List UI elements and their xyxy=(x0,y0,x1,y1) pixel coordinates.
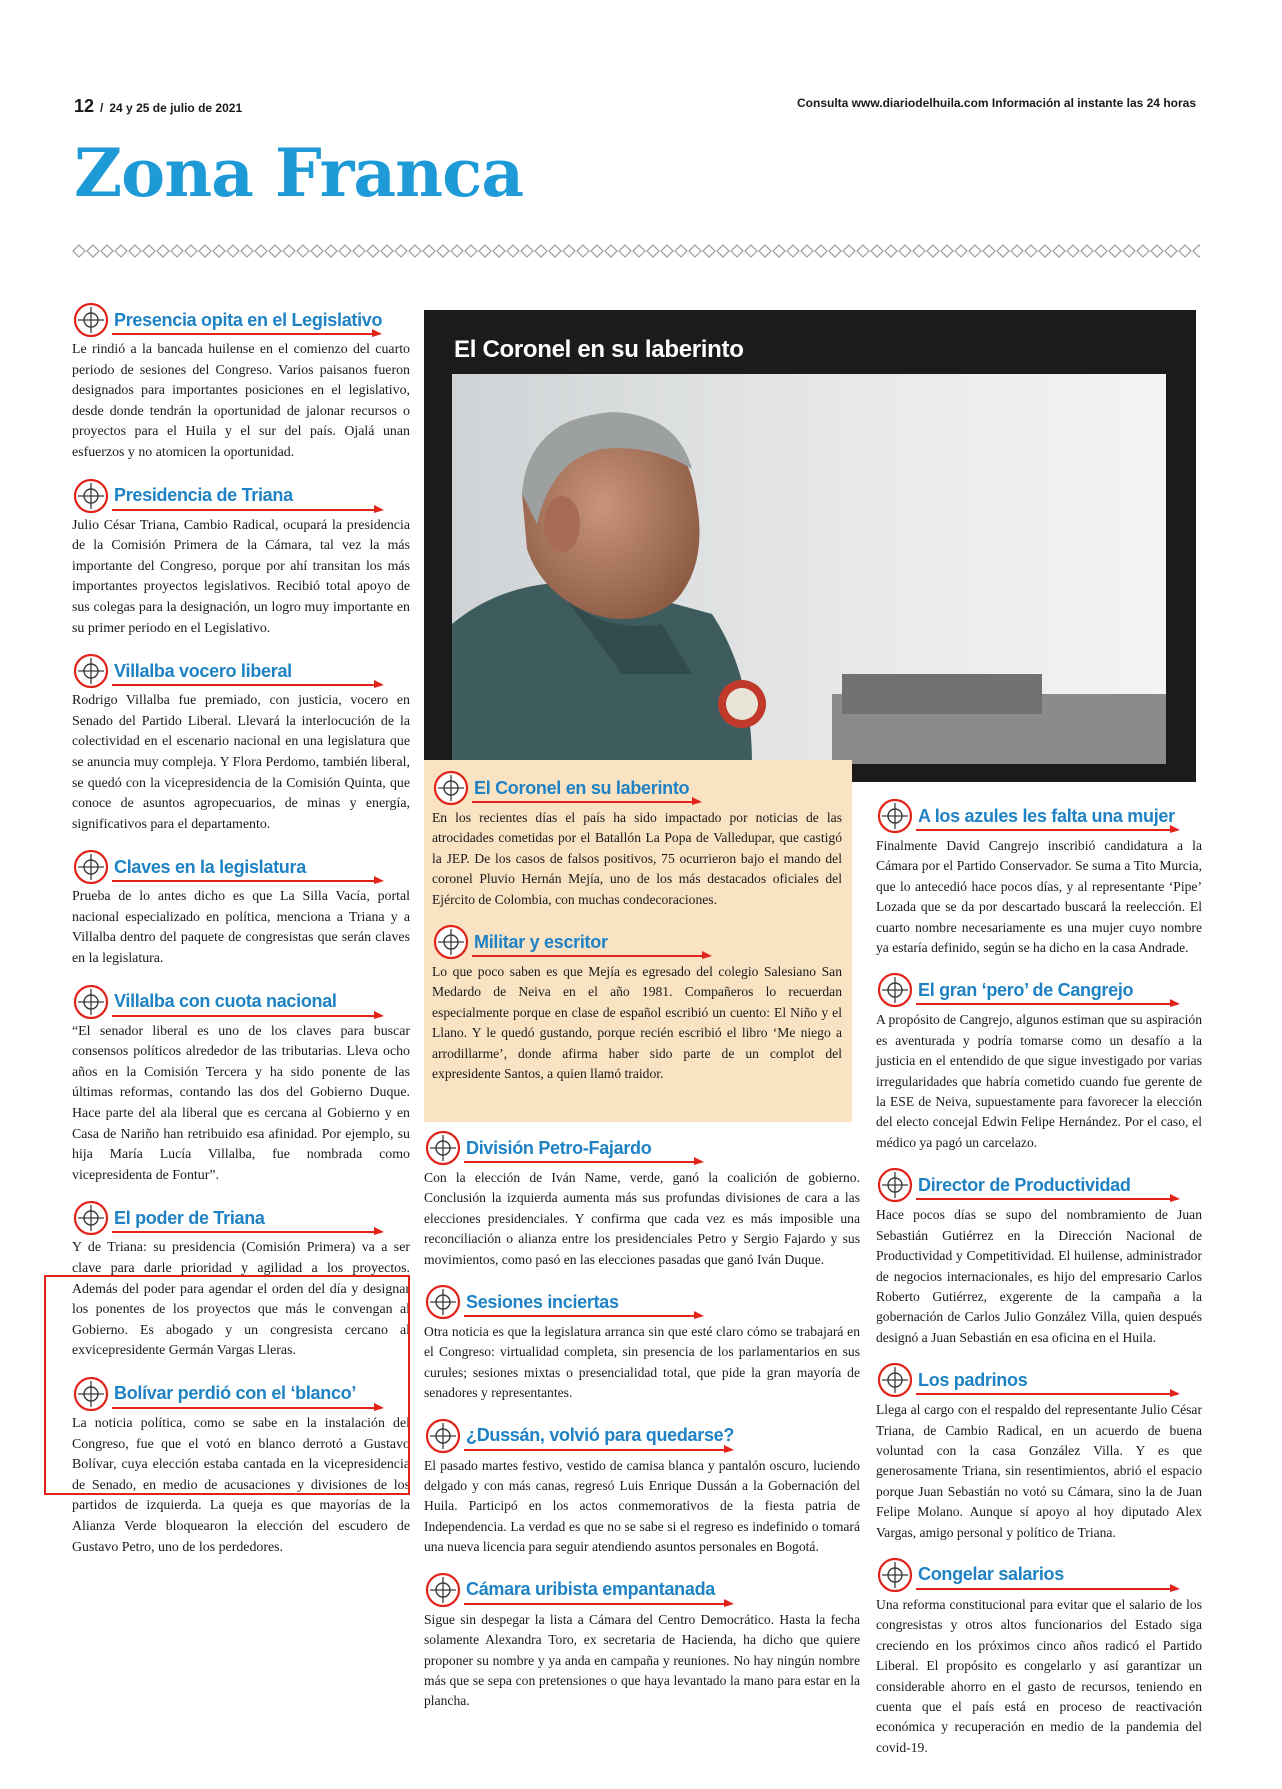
arrow-icon xyxy=(112,504,384,514)
article-body: “El senador liberal es uno de los claves para buscar consensos políticos alrededor de las tributarias. Lleva ocho años en la Comisión Tercera y ha sido ponente de las últimas reformas, contando las dos del Gobierno Duque. Hace parte del ala liberal que es cercana al Gobierno y en Casa de Nariño han retribuido esa afinidad. Por ejemplo, su hija María Lucía Villalba, fue nombrada como vicepresidenta de Fontur”. xyxy=(72,1023,410,1183)
middle-column xyxy=(424,1128,860,1724)
article-item xyxy=(72,847,410,969)
crosshair-icon xyxy=(72,652,110,690)
beige-feature-box xyxy=(424,760,852,1122)
article-heading: Villalba vocero liberal xyxy=(114,660,292,681)
photo-title: El Coronel en su laberinto xyxy=(454,336,744,363)
arrow-icon xyxy=(112,1226,384,1236)
article-body: Le rindió a la bancada huilense en el comienzo del cuarto periodo de sesiones del Congreso. Varios paisanos fueron designados para importantes posiciones en el legislativo, desde donde tendrán la oportunidad de jalonar recursos o proyectos para el Huila y el sur del país. Ojalá unan esfuerzos y no atomicen la oportunidad. xyxy=(72,342,410,460)
article-item xyxy=(876,970,1202,1153)
decorative-diamond-rule xyxy=(72,244,1200,258)
arrow-icon xyxy=(112,875,384,885)
arrow-icon xyxy=(464,1444,734,1454)
arrow-icon xyxy=(464,1598,734,1608)
arrow-icon xyxy=(916,1193,1180,1203)
article-item xyxy=(424,1282,860,1404)
article-heading: Militar y escritor xyxy=(474,931,608,952)
article-body: Otra noticia es que la legislatura arranca sin que esté claro cómo se trabajará en el Congreso: virtualidad completa, sin presencia de los parlamentarios en sus curules; sesiones mixtas o presencialidad total, que pide la gran mayoría de senadores y representantes. xyxy=(424,1324,860,1401)
arrow-icon xyxy=(916,1388,1180,1398)
article-heading: El Coronel en su laberinto xyxy=(474,777,690,798)
article-heading: Sesiones inciertas xyxy=(466,1291,619,1312)
article-heading: Villalba con cuota nacional xyxy=(114,991,337,1012)
article-body: Lo que poco saben es que Mejía es egresado del colegio Salesiano San Medardo de Neiva en el año 1981. Compañeros lo recuerdan especialmente porque en clase de español escribió un cuento: El Niño y el Llano. Y le quedó gustando, porque recién escribió el libro ‘Me niego a arrodillarme’, donde afirma haber sido parte de un complot del expresidente Santos, a quien llamó traidor. xyxy=(432,964,842,1082)
article-body: Hace pocos días se supo del nombramiento de Juan Sebastián Gutiérrez en la Dirección Nacional de Productividad y Competitividad. El huilense, administrador de negocios internacionales, es hijo del empresario Carlos Roberto Gutiérrez, exgerente de la campaña a la gobernación de Carlos Julio González Villa, quien después designó a Juan Sebastián en esa oficina en el Huila. xyxy=(876,1207,1202,1345)
crosshair-icon xyxy=(424,1417,462,1455)
article-body: En los recientes días el país ha sido impactado por noticias de las atrocidades cometidas por el Batallón La Popa de Valledupar, que castigó la JEP. De los casos de falsos positivos, 75 ocurrieron bajo el mando del coronel Pluvio Hernán Mejía, uno de los más destacados oficiales del Ejército de Colombia, con muchas condecoraciones. xyxy=(432,810,842,907)
header-tagline: Consulta www.diariodelhuila.com Información al instante las 24 horas xyxy=(797,96,1196,110)
arrow-icon xyxy=(112,328,382,338)
article-body: Una reforma constitucional para evitar que el salario de los congresistas y otros altos funcionarios del Estado siga creciendo en los próximos cinco años radicó el Partido Liberal. El propósito es congelarlo y así garantizar un considerable ahorro en el gasto de recursos, teniendo en cuenta que el país está en proceso de reactivación económica y recuperación en medio de la pandemia del covid-19. xyxy=(876,1596,1202,1755)
article-item xyxy=(72,982,410,1187)
article-item xyxy=(72,651,410,835)
crosshair-icon xyxy=(72,477,110,515)
arrow-icon xyxy=(112,1010,384,1020)
article-heading: Congelar salarios xyxy=(918,1564,1064,1585)
article-body: Rodrigo Villalba fue premiado, con justicia, vocero en Senado del Partido Liberal. Llevará la interlocución de la colectividad en el escenario nacional en una legislatura que se anuncia muy compleja. Y Flora Perdomo, también liberal, se quedó con la vicepresidencia de la Comisión Quinta, que conoce de asuntos agropecuarios, de minas y energía, significativos para el departamento. xyxy=(72,693,410,832)
article-item xyxy=(72,476,410,640)
article-heading: El poder de Triana xyxy=(114,1207,265,1228)
crosshair-icon xyxy=(432,769,470,807)
article-body: A propósito de Cangrejo, algunos estiman que su aspiración es aventurada y podría tomarse como un desafío a la justicia en el entendido de que sigue investigado por varias irregularidades que habría cometido cuando fue gerente de la ESE de Neiva, supuestamente para favorecer la elección del electo concejal Edwin Felipe Hernández. Por el caso, el médico ya pagó un carcelazo. xyxy=(876,1012,1202,1150)
article-item xyxy=(432,922,842,1084)
article-heading: Claves en la legislatura xyxy=(114,856,306,877)
section-title: Zona Franca xyxy=(74,134,524,212)
article-heading: Bolívar perdió con el ‘blanco’ xyxy=(114,1383,357,1404)
article-heading: Presencia opita en el Legislativo xyxy=(114,309,383,330)
article-item xyxy=(432,768,842,910)
crosshair-icon xyxy=(72,983,110,1021)
issue-date: 24 y 25 de julio de 2021 xyxy=(109,101,243,115)
crosshair-icon xyxy=(876,1166,914,1204)
article-heading: Cámara uribista empantanada xyxy=(466,1579,715,1600)
article-body: Llega al cargo con el respaldo del representante Julio César Triana, de Cambio Radical, en un acuerdo de buena voluntad con la casa González Villa. Y es que generosamente Triana, sin resentimientos, abrió el espacio porque Juan Sebastián no votó su Cámara, sino la de Juan Felipe Molano. Aunque sí apoyo al hoy diputado Alex Vargas, amigo personal y político de Triana. xyxy=(876,1402,1202,1540)
arrow-icon xyxy=(916,1583,1180,1593)
article-body: Sigue sin despegar la lista a Cámara del Centro Democrático. Hasta la fecha solamente Alexandra Toro, ex secretaria de Hacienda, ha dicho que quiere proponer su nombre y ya anda en campaña y reuniones. No hay ningún nombre más que se sepa con pretensiones o que haya levantado la mano para estar en la plancha. xyxy=(424,1611,860,1709)
crosshair-icon xyxy=(876,971,914,1009)
crosshair-icon xyxy=(876,797,914,835)
article-body: El pasado martes festivo, vestido de camisa blanca y pantalón oscuro, luciendo delgado y con más canas, regresó Luis Enrique Dussán a la Gobernación del Huila. Participó en los actos conmemorativos de la fiesta patria de Independencia. La verdad es que no se sabe si el regreso es indefinido o tomará una nueva licencia para seguir atendiendo asuntos personales en Bogotá. xyxy=(424,1457,860,1555)
article-item xyxy=(424,1128,860,1270)
article-body: Y de Triana: su presidencia (Comisión Primera) va a ser clave para darle prioridad y agilidad a los proyectos. Además del poder para agendar el orden del día y designar los ponentes de los proyectos que más le convengan al Gobierno. Es abogado y un congresista cercano al exvicepresidente Germán Vargas Lleras. xyxy=(72,1240,410,1359)
page-header-left xyxy=(74,96,242,117)
article-heading: Los padrinos xyxy=(918,1369,1028,1390)
arrow-icon xyxy=(112,679,384,689)
article-item xyxy=(424,1570,860,1712)
crosshair-icon xyxy=(424,1283,462,1321)
article-heading: El gran ‘pero’ de Cangrejo xyxy=(918,979,1134,1000)
article-item xyxy=(424,1416,860,1558)
crosshair-icon xyxy=(432,923,470,961)
crosshair-icon xyxy=(424,1571,462,1609)
featured-photo-box xyxy=(424,310,1196,782)
article-body: La noticia política, como se sabe en la instalación del Congreso, fue que el votó en blanco derrotó a Gustavo Bolívar, cuya elección estaba cantada en la vicepresidencia de Senado, en medio de acusaciones y divisiones de los partidos de izquierda. La queja es que mayorías de la Alianza Verde bloquearon la elección del escudero de Gustavo Petro, uno de los perdedores. xyxy=(72,1415,410,1555)
article-heading: ¿Dussán, volvió para quedarse? xyxy=(466,1425,735,1446)
red-highlight-frame xyxy=(44,1275,410,1495)
arrow-icon xyxy=(916,998,1180,1008)
crosshair-icon xyxy=(72,848,110,886)
article-item xyxy=(876,1360,1202,1543)
article-body: Finalmente David Cangrejo inscribió candidatura a la Cámara por el Partido Conservador. Se suma a Tito Murcia, que lo antecedió hace pocos días, y al representante ‘Pipe’ Lozada que se da por descartado buscará la reelección. El cuarto nombre necesariamente es una mujer cuyo nombre ya estaría definido, según se ha dicho en la casa Andrade. xyxy=(876,838,1202,956)
article-item xyxy=(876,1165,1202,1348)
article-item xyxy=(72,300,410,464)
arrow-icon xyxy=(464,1310,704,1320)
arrow-icon xyxy=(472,796,702,806)
right-column xyxy=(876,796,1202,1770)
colonel-photo xyxy=(452,374,1166,764)
article-heading: Presidencia de Triana xyxy=(114,485,293,506)
crosshair-icon xyxy=(876,1556,914,1594)
article-body: Con la elección de Iván Name, verde, ganó la coalición de gobierno. Conclusión la izquierda aumenta más sus profundas divisiones de cara a las elecciones presidenciales. Y confirma que cada vez es más imposible una reconciliación o alianza entre los presidenciales Petro y Sergio Fajardo y sus movimientos, como pasó en las elecciones pasadas que ganó Iván Duque. xyxy=(424,1170,860,1267)
arrow-icon xyxy=(916,824,1180,834)
page-number: 12 xyxy=(74,96,95,116)
crosshair-icon xyxy=(876,1361,914,1399)
article-heading: A los azules les falta una mujer xyxy=(918,805,1175,826)
article-body: Prueba de lo antes dicho es que La Silla Vacía, portal nacional especializado en política, menciona a Triana y a Villalba dentro del paquete de congresistas que serán claves en la legislatura. xyxy=(72,889,410,967)
arrow-icon xyxy=(472,950,712,960)
article-item xyxy=(876,1555,1202,1758)
arrow-icon xyxy=(464,1156,704,1166)
crosshair-icon xyxy=(72,1199,110,1237)
crosshair-icon xyxy=(424,1129,462,1167)
article-item xyxy=(876,796,1202,958)
article-heading: Director de Productividad xyxy=(918,1174,1131,1195)
crosshair-icon xyxy=(72,301,110,339)
article-body: Julio César Triana, Cambio Radical, ocupará la presidencia de la Comisión Primera de la Cámara, tal vez la más importante del Congreso, porque por ahí transitan los más importantes proyectos legislativos. Recibió total apoyo de sus colegas para la designación, un logro muy importante en su primer periodo en el Legislativo. xyxy=(72,517,410,636)
page-number-separator: / xyxy=(100,101,104,115)
article-heading: División Petro-Fajardo xyxy=(466,1137,652,1158)
